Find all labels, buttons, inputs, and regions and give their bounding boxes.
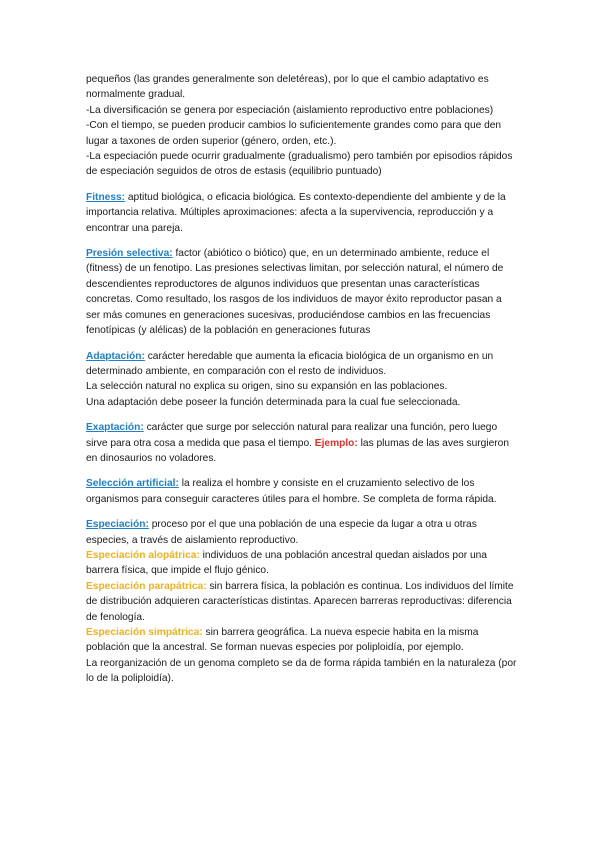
fitness-term: Fitness: bbox=[86, 191, 126, 203]
ejemplo-text: las plumas de las aves surgieron en dinosaurios no voladores. bbox=[86, 437, 510, 464]
ejemplo-label: Ejemplo: bbox=[314, 437, 358, 449]
fitness-definition: aptitud biológica, o eficacia biológica. Es contexto-dependiente del ambiente y de la importancia relativa. Múltiples aproximaciones: afecta a la supervivencia, reproducción y a encontrar una pareja. bbox=[86, 191, 506, 234]
parapatrica-term: Especiación parapátrica: bbox=[86, 580, 207, 592]
exaptacion-section bbox=[86, 420, 518, 466]
adaptacion-term: Adaptación: bbox=[86, 350, 145, 362]
exaptacion-definition: carácter que surge por selección natural para realizar una función, pero luego sirve para otra cosa a medida que pasa el tiempo. bbox=[86, 422, 498, 449]
seleccion-artificial-section bbox=[86, 476, 518, 507]
fitness-section bbox=[86, 190, 518, 236]
intro-section bbox=[86, 72, 518, 180]
adaptacion-paragraph bbox=[86, 349, 518, 380]
simpatrica-paragraph bbox=[86, 625, 518, 656]
simpatrica-definition: sin barrera geográfica. La nueva especie habita en la misma población que la ancestral. Se forman nuevas especies por poliploidía, por ejemplo. bbox=[86, 627, 479, 654]
presion-selectiva-section bbox=[86, 246, 518, 338]
intro-paragraph-3: -Con el tiempo, se pueden producir cambios lo suficientemente grandes como para que den lugar a taxones de orden superior (género, orden, etc.). bbox=[86, 120, 502, 147]
adaptacion-line-3: Una adaptación debe poseer la función determinada para la cual fue seleccionada. bbox=[86, 396, 461, 408]
alopatrica-paragraph bbox=[86, 548, 518, 579]
adaptacion-line-2: La selección natural no explica su origen, sino su expansión en las poblaciones. bbox=[86, 381, 448, 393]
presion-selectiva-term: Presión selectiva: bbox=[86, 248, 173, 260]
fitness-paragraph bbox=[86, 190, 518, 236]
adaptacion-definition: carácter heredable que aumenta la eficacia biológica de un organismo en un determinado ambiente, en comparación con el resto de individuos. bbox=[86, 350, 494, 377]
adaptacion-section bbox=[86, 349, 518, 411]
seleccion-artificial-paragraph bbox=[86, 476, 518, 507]
especiacion-section bbox=[86, 517, 518, 686]
alopatrica-definition: individuos de una población ancestral quedan aislados por una barrera física, que impide el flujo génico. bbox=[86, 549, 487, 577]
intro-paragraph-2: -La diversificación se genera por especiación (aislamiento reproductivo entre poblaciones) bbox=[86, 104, 494, 116]
alopatrica-term: Especiación alopátrica: bbox=[86, 549, 200, 561]
especiacion-term: Especiación: bbox=[86, 519, 149, 531]
parapatrica-definition: sin barrera física, la población es continua. Los individuos del límite de distribución adquieren características distintas. Aparecen barreras reproductivas: diferencia de fenología. bbox=[86, 580, 514, 623]
document-page bbox=[86, 72, 518, 697]
exaptacion-paragraph bbox=[86, 420, 518, 466]
parapatrica-paragraph bbox=[86, 579, 518, 625]
closing-paragraph: La reorganización de un genoma completo se da de forma rápida también en la naturaleza (por lo de la poliploidía). bbox=[86, 657, 517, 685]
presion-selectiva-paragraph bbox=[86, 246, 518, 338]
seleccion-artificial-term: Selección artificial: bbox=[86, 478, 179, 490]
simpatrica-term: Especiación simpátrica: bbox=[86, 627, 203, 638]
seleccion-artificial-definition: la realiza el hombre y consiste en el cruzamiento selectivo de los organismos para conseguir caracteres útiles para el hombre. Se completa de forma rápida. bbox=[86, 478, 497, 505]
presion-selectiva-definition: factor (abiótico o biótico) que, en un determinado ambiente, reduce el (fitness) de un fenotipo. Las presiones selectivas limitan, por selección natural, el número de descendientes reproductores de algunos individuos que presentan unas características concretas. Como resultado, los rasgos de los individuos de mayor éxito reproductor pasan a ser más comunes en generaciones sucesivas, produciéndose cambios en las frecuencias fenotípicas (y alélicas) de la población en generaciones futuras bbox=[86, 248, 504, 337]
especiacion-paragraph bbox=[86, 517, 518, 548]
especiacion-definition: proceso por el que una población de una especie da lugar a otra u otras especies, a través de aislamiento reproductivo. bbox=[86, 519, 477, 546]
intro-paragraph-1: pequeños (las grandes generalmente son deletéreas), por lo que el cambio adaptativo es normalmente gradual. bbox=[86, 74, 489, 101]
exaptacion-term: Exaptación: bbox=[86, 422, 144, 434]
intro-paragraph-4: -La especiación puede ocurrir gradualmente (gradualismo) pero también por episodios rápidos de especiación seguidos de otros de estasis (equilibrio puntuado) bbox=[86, 151, 513, 178]
